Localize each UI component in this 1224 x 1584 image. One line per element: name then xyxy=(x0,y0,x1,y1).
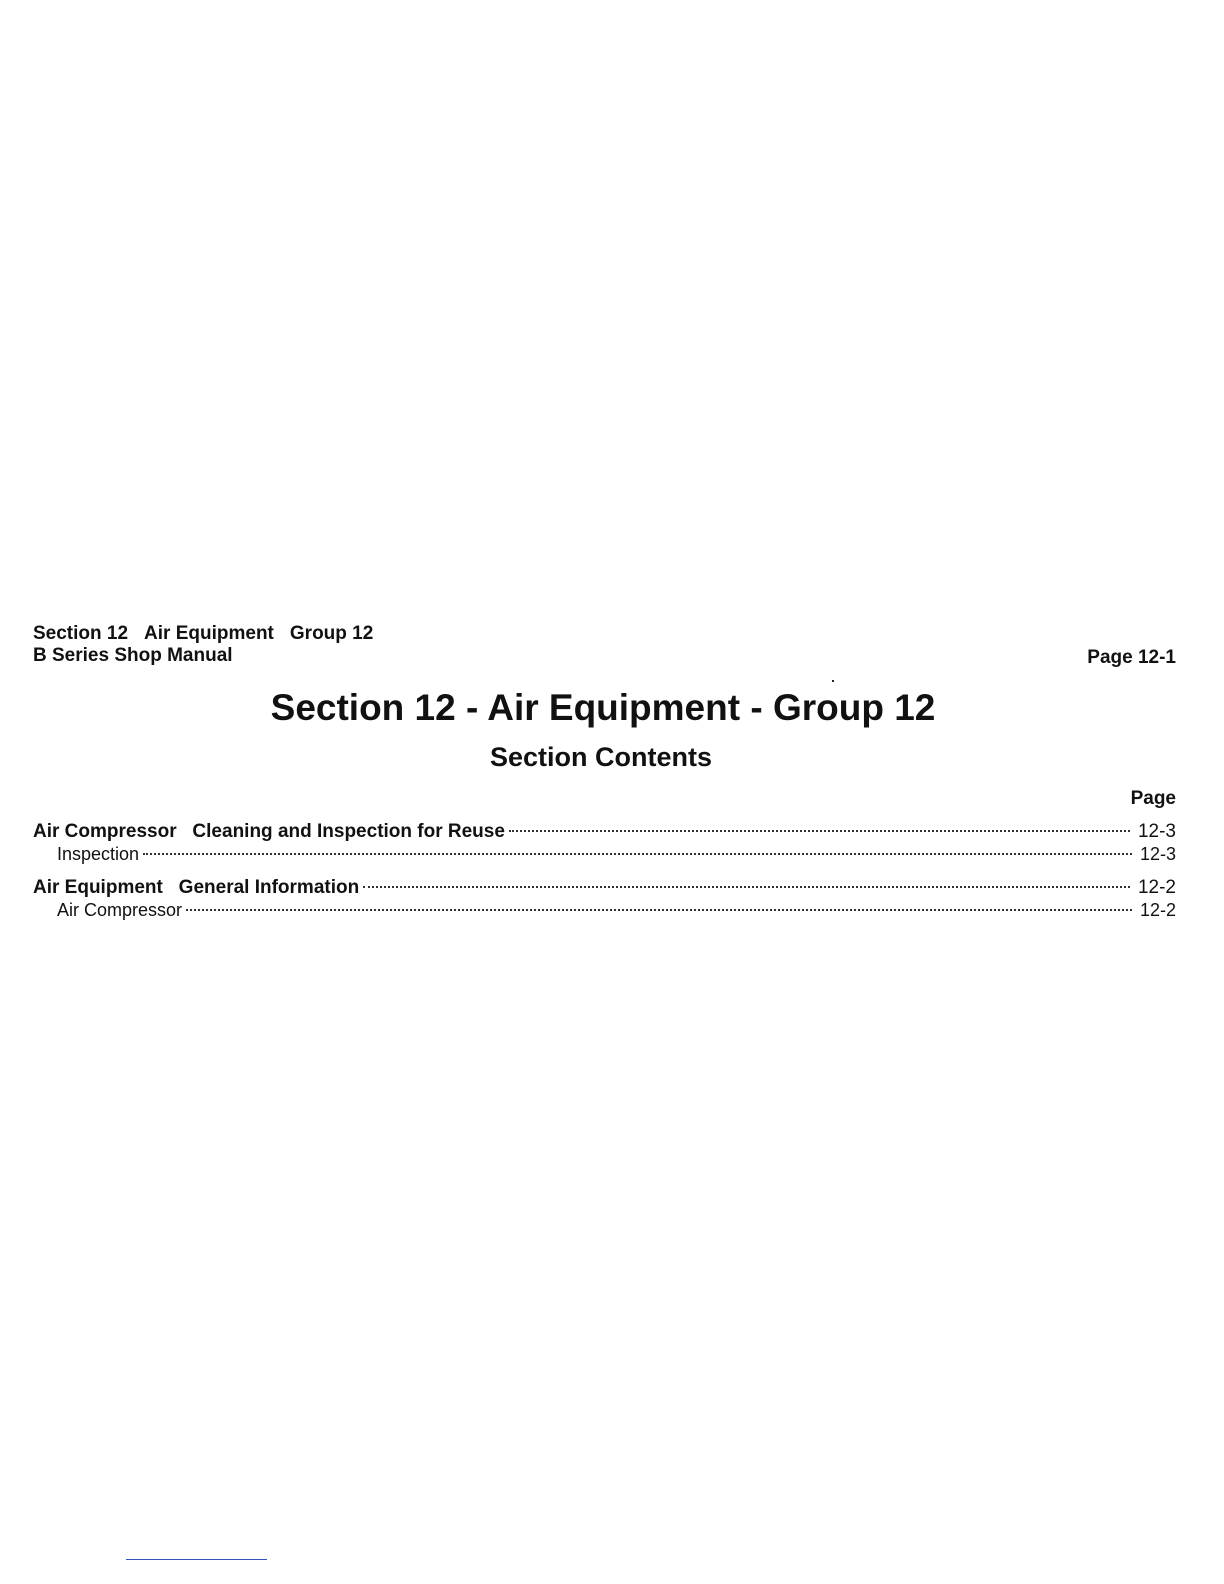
toc-page-column-header: Page xyxy=(1130,788,1176,809)
toc-entry-sub[interactable] xyxy=(33,899,1176,921)
toc-entry-sub[interactable] xyxy=(33,843,1176,865)
toc-entry-main[interactable] xyxy=(33,821,1176,843)
dot-leader xyxy=(363,886,1130,888)
header-topic: Air Equipment xyxy=(144,623,274,644)
dot-leader xyxy=(186,909,1132,911)
toc-entry-page: 12-2 xyxy=(1137,877,1176,898)
table-of-contents xyxy=(33,821,1176,933)
page-title: Section 12 - Air Equipment - Group 12 xyxy=(270,687,936,728)
toc-entry-label: Air Compressor Cleaning and Inspection for Reuse xyxy=(33,821,505,842)
page-number: Page 12-1 xyxy=(1087,647,1176,668)
page-subtitle: Section Contents xyxy=(489,742,712,772)
toc-group xyxy=(33,821,1176,865)
toc-entry-page: 12-2 xyxy=(1139,900,1176,920)
running-header xyxy=(33,623,373,667)
dot-leader xyxy=(509,830,1130,832)
running-header-line-2: B Series Shop Manual xyxy=(33,645,233,666)
running-header-line-1 xyxy=(33,623,373,645)
toc-group xyxy=(33,877,1176,921)
footnote-rule xyxy=(126,1559,267,1560)
toc-entry-page: 12-3 xyxy=(1137,821,1176,842)
toc-entry-label: Air Equipment General Information xyxy=(33,877,360,898)
header-group: Group 12 xyxy=(289,623,374,644)
toc-entry-page: 12-3 xyxy=(1139,844,1176,864)
toc-entry-main[interactable] xyxy=(33,877,1176,899)
toc-entry-label: Air Compressor xyxy=(57,900,183,920)
dot-leader xyxy=(143,853,1132,855)
header-section: Section 12 xyxy=(33,623,129,644)
toc-entry-label: Inspection xyxy=(57,844,140,864)
scan-speck xyxy=(832,680,834,682)
